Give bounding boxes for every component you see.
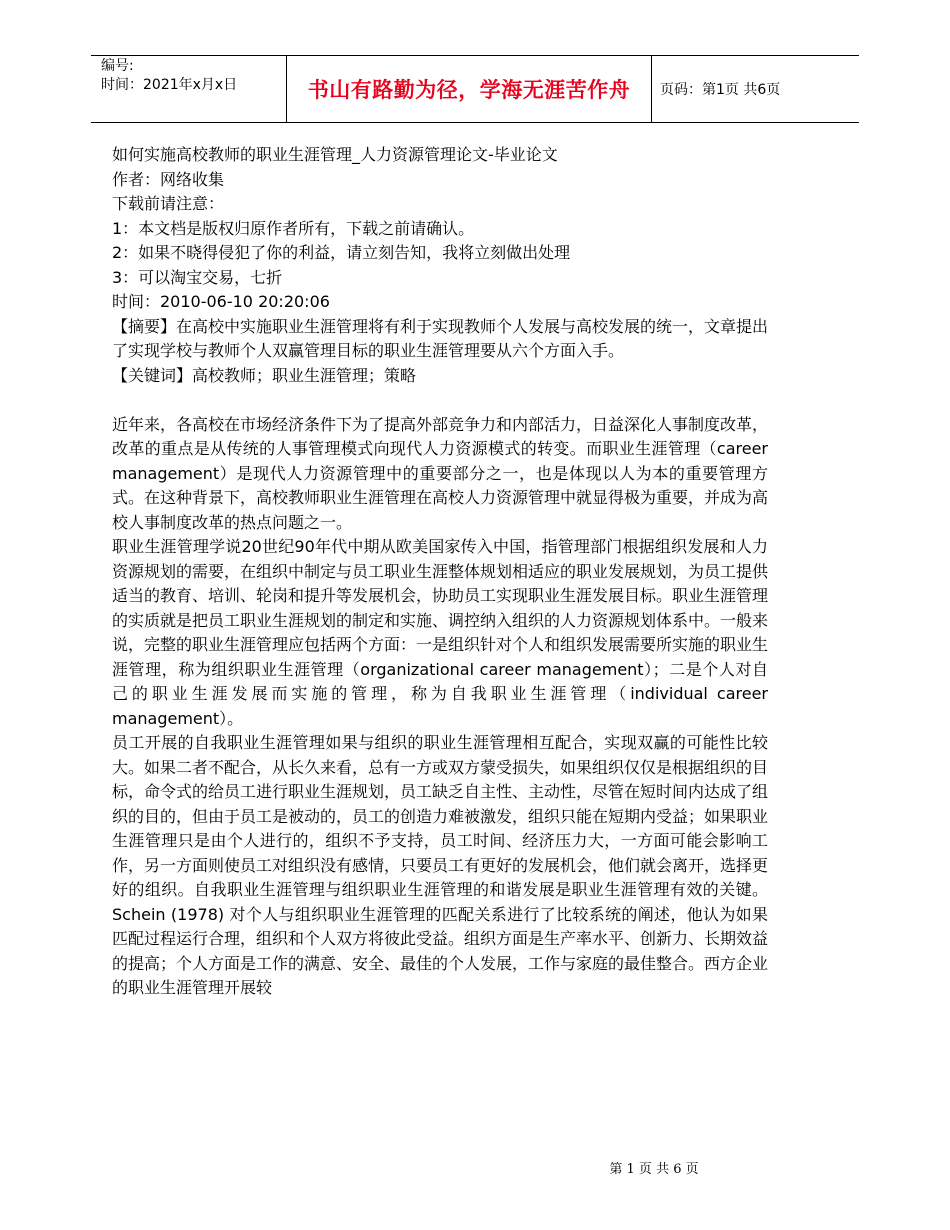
page-footer: 第 1 页 共 6 页 [609, 1162, 699, 1177]
body-paragraph: 职业生涯管理学说20世纪90年代中期从欧美国家传入中国，指管理部门根据组织发展和人力资源规划的需要，在组织中制定与员工职业生涯整体规划相适应的职业发展规划，为员工提供适当的教育、培训、轮岗和提升等发展机会，协助员工实现职业生涯发展目标。职业生涯管理的实质就是把员工职业生涯规划的制定和实施、调控纳入组织的人力资源规划体系中。一般来说，完整的职业生涯管理应包括两个方面：一是组织针对个人和组织发展需要所实施的职业生涯管理，称为组织职业生涯管理（organizational career management）；二是个人对自己的职业生涯发展而实施的管理，称为自我职业生涯管理（individual career management）。 [112, 537, 769, 728]
article-keywords: 【关键词】高校教师；职业生涯管理；策略 [112, 365, 417, 385]
notice-item-1: 1：本文档是版权归原作者所有，下载之前请确认。 [112, 218, 475, 238]
paragraph-spacer [112, 388, 768, 413]
document-time-label: 时间：2021年x月x日 [101, 77, 238, 93]
notice-item-3: 3：可以淘宝交易，七折 [112, 267, 283, 287]
article-time: 时间：2010-06-10 20:20:06 [112, 292, 330, 311]
article-abstract: 【摘要】在高校中实施职业生涯管理将有利于实现教师个人发展与高校发展的统一，文章提出了实现学校与教师个人双赢管理目标的职业生涯管理要从六个方面入手。 [112, 316, 769, 360]
page-header [91, 55, 859, 123]
header-page-info: 页码：第1页 共6页 [660, 82, 781, 98]
header-meta [91, 56, 286, 122]
notice-item-2: 2：如果不晓得侵犯了你的利益，请立刻告知，我将立刻做出处理 [112, 243, 571, 262]
notice-heading: 下载前请注意： [112, 194, 225, 213]
body-paragraph: 近年来，各高校在市场经济条件下为了提高外部竞争力和内部活力，日益深化人事制度改革，改革的重点是从传统的人事管理模式向现代人力资源模式的转变。而职业生涯管理（career management）是现代人力资源管理中的重要部分之一，也是体现以人为本的重要管理方式。在这种背景下，高校教师职业生涯管理在高校人力资源管理中就显得极为重要，并成为高校人事制度改革的热点问题之一。 [112, 414, 769, 532]
document-number-label: 编号: [101, 58, 134, 74]
article-title: 如何实施高校教师的职业生涯管理_人力资源管理论文-毕业论文 [112, 145, 558, 164]
body-paragraph: 员工开展的自我职业生涯管理如果与组织的职业生涯管理相互配合，实现双赢的可能性比较大。如果二者不配合，从长久来看，总有一方或双方蒙受损失，如果组织仅仅是根据组织的目标，命令式的给员工进行职业生涯规划，员工缺乏自主性、主动性，尽管在短时间内达成了组织的目的，但由于员工是被动的，员工的创造力难被激发，组织只能在短期内受益；如果职业生涯管理只是由个人进行的，组织不予支持，员工时间、经济压力大，一方面可能会影响工作，另一方面则使员工对组织没有感情，只要员工有更好的发展机会，他们就会离开，选择更好的组织。自我职业生涯管理与组织职业生涯管理的和谐发展是职业生涯管理有效的关键。Schein (1978) 对个人与组织职业生涯管理的匹配关系进行了比较系统的阐述，他认为如果匹配过程运行合理，组织和个人双方将彼此受益。组织方面是生产率水平、创新力、长期效益的提高；个人方面是工作的满意、安全、最佳的个人发展，工作与家庭的最佳整合。西方企业的职业生涯管理开展较 [112, 733, 769, 997]
article-author: 作者：网络收集 [112, 169, 225, 189]
document-body [112, 143, 768, 1001]
header-motto: 书山有路勤为径，学海无涯苦作舟 [286, 56, 652, 122]
